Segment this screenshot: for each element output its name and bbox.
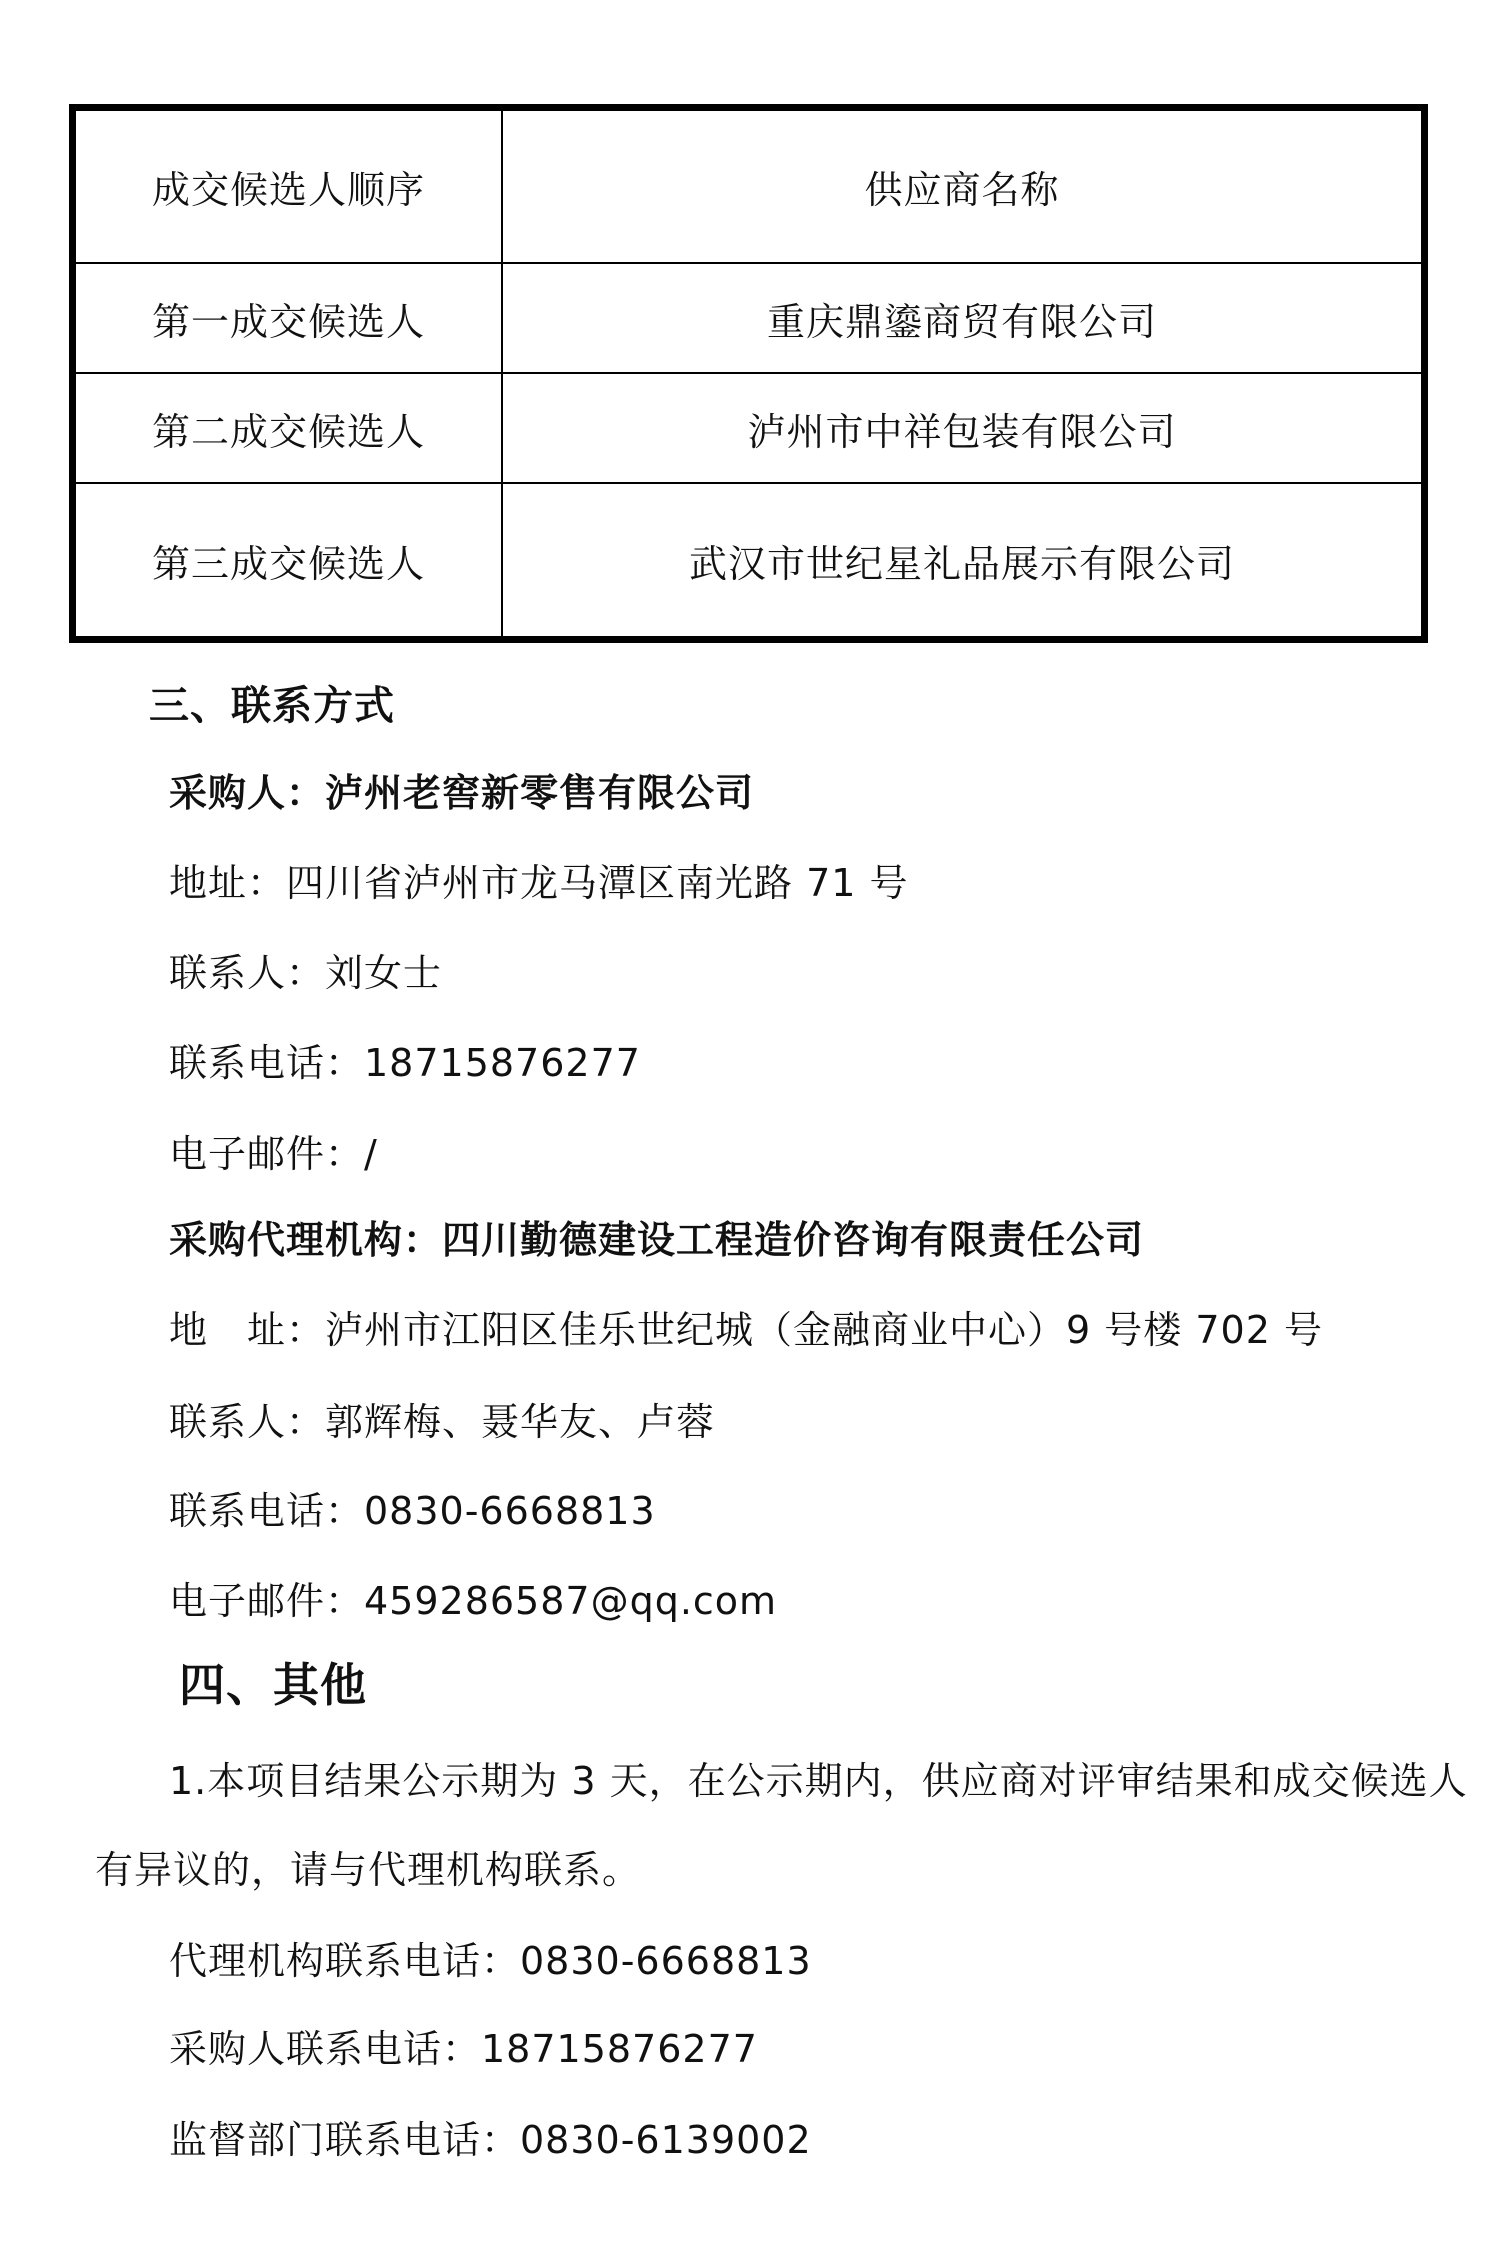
agency-email[interactable]: 电子邮件：459286587@qq.com	[169, 1579, 778, 1623]
other-item1-line2: 有异议的，请与代理机构联系。	[95, 1848, 642, 1892]
candidates-table	[69, 104, 1428, 643]
table-cell-supplier: 泸州市中祥包装有限公司	[503, 374, 1421, 484]
purchaser-phone-notice: 采购人联系电话：18715876277	[169, 2027, 758, 2071]
table-header-supplier: 供应商名称	[503, 111, 1421, 264]
agency-phone: 联系电话：0830-6668813	[169, 1489, 656, 1533]
other-heading: 四、其他	[179, 1658, 367, 1712]
purchaser-phone: 联系电话：18715876277	[169, 1041, 641, 1085]
other-item1-line1: 1.本项目结果公示期为 3 天，在公示期内，供应商对评审结果和成交候选人	[169, 1759, 1468, 1803]
purchaser-address: 地址：四川省泸州市龙马潭区南光路 71 号	[169, 861, 909, 905]
table-cell-rank: 第三成交候选人	[76, 484, 503, 636]
contact-heading: 三、联系方式	[149, 683, 395, 729]
purchaser-email: 电子邮件：/	[169, 1132, 378, 1176]
agency-title: 采购代理机构：四川勤德建设工程造价咨询有限责任公司	[169, 1218, 1145, 1262]
table-cell-supplier: 武汉市世纪星礼品展示有限公司	[688, 541, 1235, 586]
agency-address: 地 址：泸州市江阳区佳乐世纪城（金融商业中心）9 号楼 702 号	[169, 1308, 1323, 1352]
agency-phone-notice: 代理机构联系电话：0830-6668813	[169, 1939, 812, 1983]
agency-contact-person: 联系人：郭辉梅、聂华友、卢蓉	[169, 1400, 716, 1444]
table-header-rank: 成交候选人顺序	[76, 111, 503, 264]
table-cell-rank: 第二成交候选人	[76, 374, 503, 484]
purchaser-title: 采购人：泸州老窖新零售有限公司	[169, 771, 755, 815]
supervisor-phone-notice: 监督部门联系电话：0830-6139002	[169, 2118, 812, 2162]
table-cell-rank: 第一成交候选人	[76, 264, 503, 374]
purchaser-contact-person: 联系人：刘女士	[169, 951, 443, 995]
table-cell-supplier: 重庆鼎鎏商贸有限公司	[503, 264, 1421, 374]
